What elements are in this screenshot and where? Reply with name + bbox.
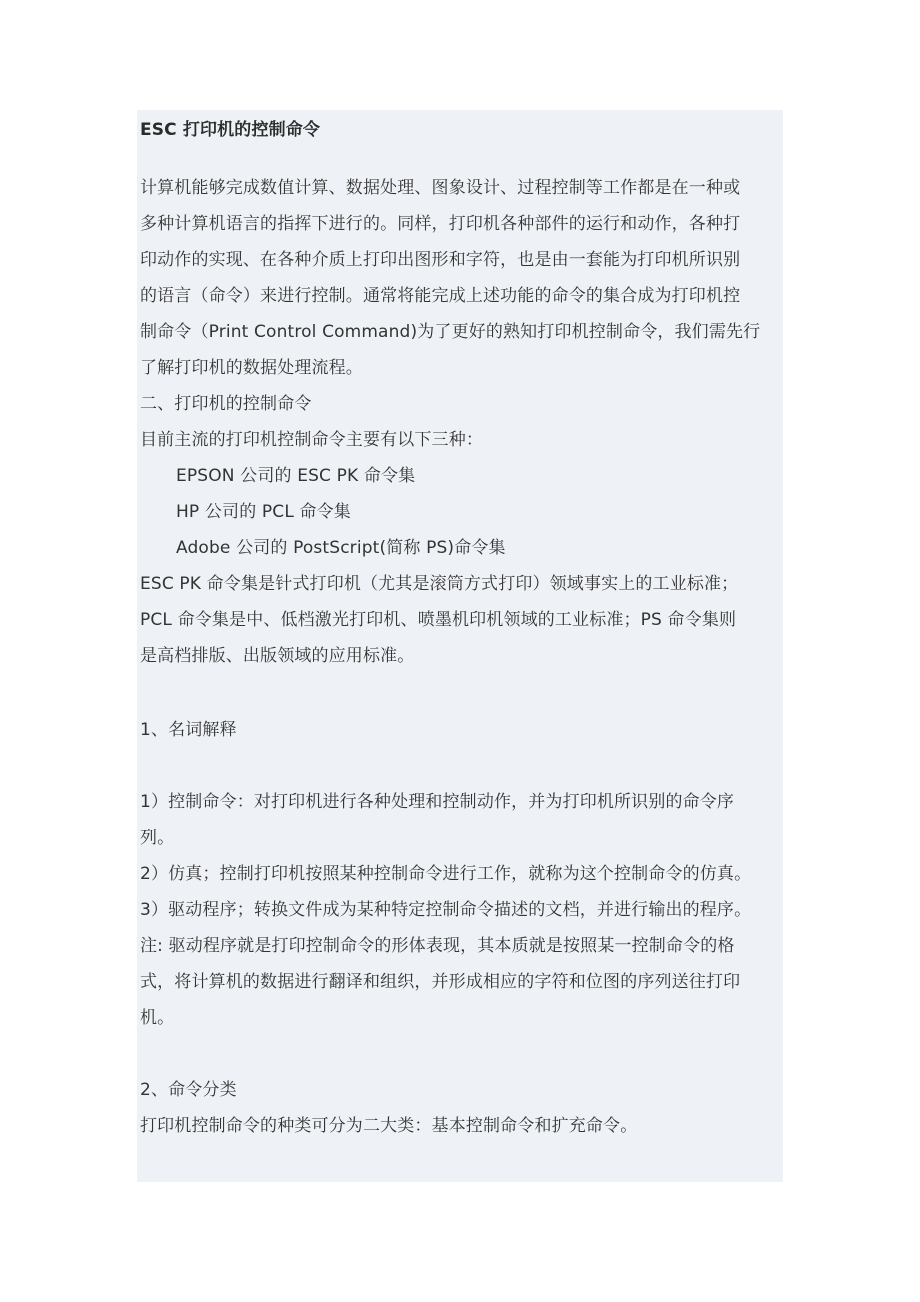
intro-line: 计算机能够完成数值计算、数据处理、图象设计、过程控制等工作都是在一种或	[140, 178, 741, 198]
glossary-heading: 1、名词解释	[140, 720, 237, 740]
intro-line: 多种计算机语言的指挥下进行的。同样，打印机各种部件的运行和动作，各种打	[140, 214, 741, 234]
standards-line: PCL 命令集是中、低档激光打印机、喷墨机印机领域的工业标准；PS 命令集则	[140, 610, 737, 630]
section-lead: 目前主流的打印机控制命令主要有以下三种：	[140, 430, 483, 450]
command-set-item: Adobe 公司的 PostScript(简称 PS)命令集	[176, 538, 506, 558]
standards-line: ESC PK 命令集是针式打印机（尤其是滚筒方式打印）领域事实上的工业标准；	[140, 574, 739, 594]
command-set-item: HP 公司的 PCL 命令集	[176, 502, 351, 522]
command-set-item: EPSON 公司的 ESC PK 命令集	[176, 466, 416, 486]
glossary-note-line: 机。	[140, 1008, 175, 1028]
document-title: ESC 打印机的控制命令	[140, 120, 321, 140]
intro-line: 制命令（Print Control Command)为了更好的熟知打印机控制命令，我们需先行	[140, 322, 761, 342]
classification-text: 打印机控制命令的种类可分为二大类：基本控制命令和扩充命令。	[140, 1116, 638, 1136]
glossary-line: 3）驱动程序；转换文件成为某种特定控制命令描述的文档，并进行输出的程序。	[140, 900, 752, 920]
intro-line: 印动作的实现、在各种介质上打印出图形和字符，也是由一套能为打印机所识别	[140, 250, 741, 270]
standards-line: 是高档排版、出版领域的应用标准。	[140, 646, 415, 666]
intro-line: 的语言（命令）来进行控制。通常将能完成上述功能的命令的集合成为打印机控	[140, 286, 741, 306]
classification-heading: 2、命令分类	[140, 1080, 237, 1100]
glossary-note-line: 注: 驱动程序就是打印控制命令的形体表现，其本质就是按照某一控制命令的格	[140, 936, 735, 956]
glossary-line: 列。	[140, 828, 175, 848]
glossary-line: 2）仿真；控制打印机按照某种控制命令进行工作，就称为这个控制命令的仿真。	[140, 864, 752, 884]
section-heading-control-commands: 二、打印机的控制命令	[140, 394, 312, 414]
glossary-note-line: 式，将计算机的数据进行翻译和组织，并形成相应的字符和位图的序列送往打印	[140, 972, 741, 992]
intro-line: 了解打印机的数据处理流程。	[140, 358, 363, 378]
glossary-line: 1）控制命令：对打印机进行各种处理和控制动作，并为打印机所识别的命令序	[140, 792, 735, 812]
